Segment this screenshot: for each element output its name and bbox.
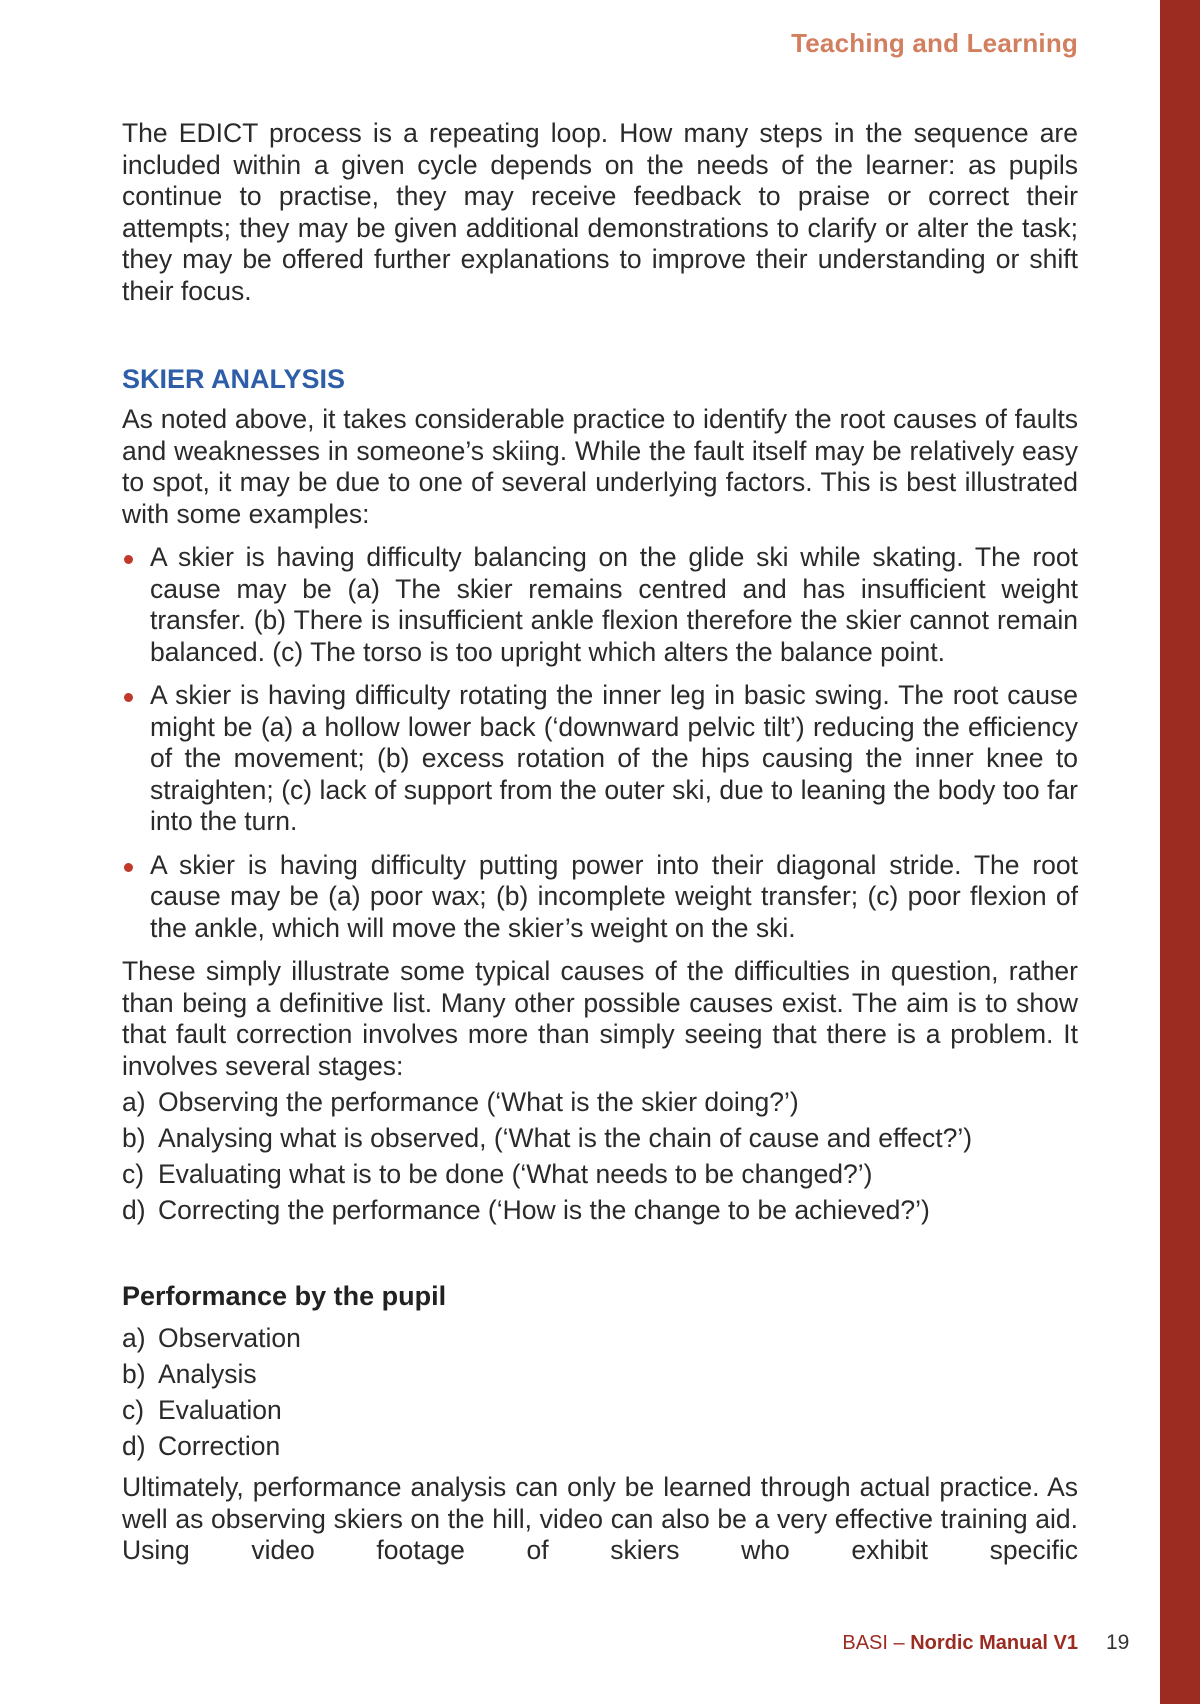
list-item (122, 1320, 1078, 1356)
list-item (122, 1120, 1078, 1156)
list-item (122, 680, 1078, 838)
page-number: 19 (1106, 1631, 1130, 1654)
list-item (122, 850, 1078, 945)
performance-steps-list (122, 1320, 1078, 1464)
footer-separator: – (887, 1632, 911, 1654)
list-item (122, 1192, 1078, 1228)
bullet-icon (124, 863, 133, 872)
stages-list (122, 1084, 1078, 1228)
stage-text: Analysing what is observed, (‘What is the chain of cause and effect?’) (158, 1123, 973, 1153)
example-text: A skier is having difficulty balancing on the glide ski while skating. The root cause may be (a) The skier remains centred and has insufficient weight transfer. (b) There is insufficient ankle flexion therefore the skier cannot remain balanced. (c) The torso is too upright which alters the balance point. (150, 542, 1078, 667)
stage-text: Observing the performance (‘What is the skier doing?’) (158, 1087, 799, 1117)
list-item (122, 542, 1078, 668)
footer-manual-title: Nordic Manual V1 (910, 1632, 1078, 1654)
step-text: Observation (158, 1323, 301, 1353)
step-text: Analysis (158, 1359, 257, 1389)
performance-heading: Performance by the pupil (122, 1281, 447, 1311)
page-content (122, 118, 1078, 1567)
list-marker: b) (122, 1359, 146, 1389)
list-marker: d) (122, 1431, 146, 1461)
list-marker: b) (122, 1123, 146, 1153)
skier-analysis-lead-paragraph: As noted above, it takes considerable practice to identify the root causes of faults and weaknesses in someone’s skiing. While the fault itself may be relatively easy to spot, it may be due to one of several underlying factors. This is best illustrated with some examples: (122, 404, 1078, 529)
list-item (122, 1428, 1078, 1464)
step-text: Evaluation (158, 1395, 282, 1425)
summary-paragraph: These simply illustrate some typical causes of the difficulties in question, rather than being a definitive list. Many other possible causes exist. The aim is to show that fault correction involves more than simply seeing that there is a problem. It involves several stages: (122, 956, 1078, 1081)
stage-text: Evaluating what is to be done (‘What needs to be changed?’) (158, 1159, 873, 1189)
footer-publisher: BASI (842, 1632, 888, 1654)
page-edge-color-bar (1160, 0, 1200, 1704)
list-item (122, 1084, 1078, 1120)
running-header: Teaching and Learning (791, 28, 1078, 58)
list-item (122, 1156, 1078, 1192)
intro-paragraph: The EDICT process is a repeating loop. How many steps in the sequence are included within a given cycle depends on the needs of the learner: as pupils continue to practise, they may receive feedback to praise or correct their attempts; they may be given additional demonstrations to clarify or alter the task; they may be offered further explanations to improve their understanding or shift their focus. (122, 118, 1078, 306)
list-marker: a) (122, 1087, 146, 1117)
list-item (122, 1392, 1078, 1428)
step-text: Correction (158, 1431, 281, 1461)
example-text: A skier is having difficulty putting power into their diagonal stride. The root cause may be (a) poor wax; (b) incomplete weight transfer; (c) poor flexion of the ankle, which will move the skier’s weight on the ski. (150, 849, 1078, 943)
closing-paragraph: Ultimately, performance analysis can only be learned through actual practice. As well as observing skiers on the hill, video can also be a very effective training aid. Using video footage of skiers who exhibit specific (122, 1472, 1078, 1565)
list-marker: c) (122, 1395, 145, 1425)
bullet-icon (124, 693, 133, 702)
bullet-icon (124, 555, 133, 564)
example-text: A skier is having difficulty rotating the inner leg in basic swing. The root cause might be (a) a hollow lower back (‘downward pelvic tilt’) reducing the efficiency of the movement; (b) excess rotation of the hips causing the inner knee to straighten; (c) lack of support from the outer ski, due to leaning the body too far into the turn. (150, 680, 1078, 836)
list-item (122, 1356, 1078, 1392)
list-marker: c) (122, 1159, 145, 1189)
list-marker: d) (122, 1195, 146, 1225)
stage-text: Correcting the performance (‘How is the change to be achieved?’) (158, 1195, 930, 1225)
examples-list (122, 542, 1078, 944)
section-heading-skier-analysis: SKIER ANALYSIS (122, 364, 346, 394)
list-marker: a) (122, 1323, 146, 1353)
footer-brand (122, 1632, 1078, 1655)
